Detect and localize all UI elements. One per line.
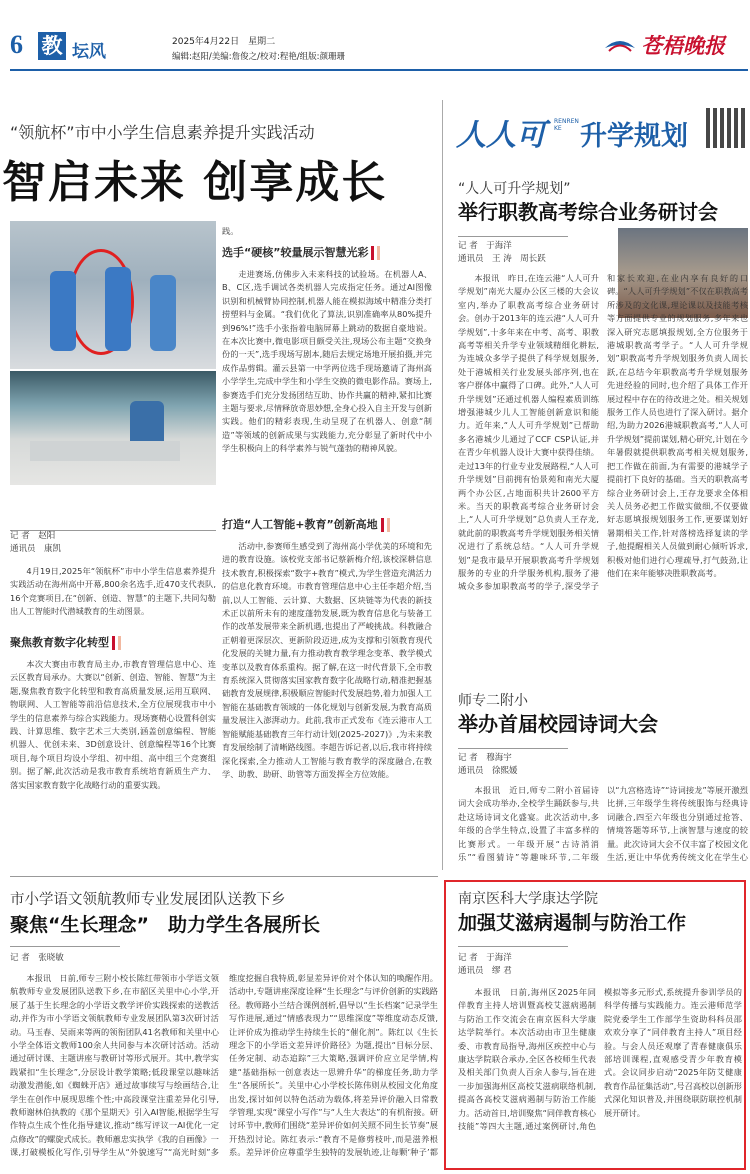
date-line: 2025年4月22日 星期二	[172, 37, 276, 47]
bottom-rule	[10, 876, 438, 877]
column-divider	[442, 100, 443, 870]
article1-subhead-2: 选手“硬核”较量展示智慧光彩	[222, 244, 432, 260]
article3-body: 本报讯 近日,师专二附小首届诗词大会成功举办,全校学生踊跃参与,共赴这场诗词文化盛宴。此次活动中,多年级的合学生特点,设置了丰富多样的比赛形式。一年级开展“古诗消消乐”“看图猜诗”等趣味环节,二年级以“九宫格选诗”“诗词接龙”等展开激烈比拼,三年级学生将传统服饰与经典诗词融合,四至六年级也分别通过抢答、情境答题等环节,上演智慧与速度的较量。此次诗词大会不仅丰富了校园文化生活,更让中华优秀传统文化在学生心	[458, 785, 748, 863]
article2-kicker: “人人可升学规划”	[458, 181, 571, 197]
article4-headline: 聚焦“生长理念” 助力学生各展所长	[10, 914, 320, 936]
article2-byline-reporter: 记 者 于海洋	[458, 241, 512, 251]
ad-brand: 人人可	[456, 118, 546, 153]
article3-kicker: 师专二附小	[458, 693, 528, 709]
editors-line: 编辑:赵阳/美编:詹俊之/校对:程艳/组版:颜珊珊	[172, 52, 346, 62]
article4-byline-reporter: 记 者 张晓敏	[10, 953, 64, 963]
article2-byline-correspondent: 通讯员 王 涛 周长跃	[458, 254, 546, 264]
article1-lede: 4月19日,2025年“领航杯”市中小学生信息素养提升实践活动在海州高中开幕,800余名选手,近470支代表队,16个竞赛项目,在“创新、创造、智慧”的主题下,共同勾勒出人工智能时代潜城教育的生动图景。	[10, 566, 216, 617]
article1-subhead-3: 打造“人工智能+教育”创新高地	[222, 516, 432, 532]
article1-body-2: 走进赛场,仿佛步入未来科技的试验场。在机器人A、B、C区,选手调试各类机器人完成指定任务。通过AI图像识别和机械臂协同控制,机器人能在模拟海域中精准分类打捞塑料与金属。“我们优化了算法,识别准确率从80%提升到96%!”选手小张指着电脑屏幕上跳动的数据自豪地说。在本次比赛中,微电影项目颇受关注,现场公布主题“交换身份的一天”,选手现场写剧本,随后去规定场地开展拍摄,并完成作品剪辑。灌云县第一中学两位选手现场邀请了海州高小学学生,完成中学生和小学生交换的微电影作品。赛场上,参赛选手们充分发扬团结互助、协作共赢的精神,紧扣比赛主题与要求,尽情释放奇思妙想,全身心投入自主开发与创新实践。他们的精彩表现,生动呈现了在机器人、创意“制造”等领域的创新成果与实践能力,充分彰显了新时代中小学生积极向上的科学素养与锐气蓬勃的精神风貌。	[222, 269, 432, 454]
article4-byline-rule	[10, 946, 120, 947]
robot-photo	[10, 221, 216, 369]
paper-logo-icon	[603, 32, 637, 54]
ad-title: 升学规划	[580, 121, 688, 152]
article1-byline-correspondent: 通讯员 康凯	[10, 544, 62, 554]
paper-name: 苍梧晚报	[641, 33, 725, 58]
article1-headline: 智启未来 创享成长	[2, 157, 388, 208]
ad-banner	[456, 104, 748, 158]
masthead	[0, 0, 750, 68]
section-char: 教	[41, 34, 63, 58]
continue-text: 践。	[222, 226, 239, 236]
article1-kicker: “领航杯”市中小学生信息素养提升实践活动	[10, 123, 315, 142]
ad-qr-code	[706, 108, 746, 148]
article5-headline: 加强艾滋病遏制与防治工作	[458, 912, 687, 934]
article3-byline-correspondent: 通讯员 徐熙媛	[458, 766, 518, 776]
competition-photo	[10, 371, 216, 485]
article1-subhead-1: 聚焦教育数字化转型	[10, 634, 216, 650]
article5-body: 本报讯 日前,海州区2025年同伴教育主持人培训暨高校艾滋病遏制与防治工作交流会在南京医科大学康达学院举行。本次活动由市卫生健康委、市教育局指导,海州区疾控中心与康达学院联合承办,全区各校师生代表及相关部门负责人百余人参与,旨在进一步加强海州区高校艾滋病联络机制,提高各高校艾滋病遏制与防治工作能力。活动首日,培训聚焦“同伴教育核心技能”等四大主题,通过案例研讨,角色模拟等多元形式,系统提升参训学员的科学传播与实践能力。连云港师范学院党委学生工作部学生资助科科员邵欢欢分享了“同伴教育主持人”项目经验。与会人员还观摩了青春健康俱乐部培训课程,直观感受青少年教育模式。会议同步启动“2025年防艾健康教育作品征集活动”,号召高校以创新形式深化知识普及,并围绕联防联控机制展开研讨。	[458, 987, 742, 1132]
article3-byline-rule	[458, 748, 568, 749]
article5-byline-rule	[458, 946, 568, 947]
article2-byline-rule	[458, 236, 568, 237]
section-char-box	[38, 32, 66, 60]
section-sub: 坛风	[72, 42, 106, 62]
ad-brand-en: RENREN KE	[554, 118, 579, 132]
article4-kicker: 市小学语文领航教师专业发展团队送教下乡	[10, 892, 286, 908]
page-number: 6	[10, 30, 23, 59]
article1-body-1: 本次大赛由市教育局主办,市教育管理信息中心、连云区教育局承办。大赛以“创新、创造、智能、智慧”为主题,聚焦教育数字化转型和教育高质量发展,运用互联网、物联网、人工智能等前沿信息技术,全方位展现我市中小学生的信息素养与综合实践能力。现场赛精心设置科创实践、计算思维、数字艺术三大类别,涵盖创意编程、智能机器人、优创未来、3D创意设计、创意编程等16个比赛项目,每个项目均设小学组、初中组、高中组三个竞赛组别。据了解,此次活动是我市教育系统培育新质生产力、落实国家教育数字化战略行动的重要实践。	[10, 659, 216, 790]
article4-body: 本报讯 日前,师专三附小校长陈红带领市小学语文领航教师专业发展团队送教下乡,在市韶区关里中心小学,开展了基于生长理念的小学语文教学评价实践探索的送教活动,并作为市小学语文领航教师专业发展团队第3次研讨活动。马玉春、吴雨来等两的领衔团队41名教师和关里中心小学全体语文教师100余人共同参与本次研讨活动。活动通过研讨课、主题讲座与教研讨等形式展开。其中,教学实践紧扣“生长理念”,分层设计教学策略;低段课堂以趣味活动激发潜能,如《蜘蛛开店》通过故事续写与绘画结合,让学生在创作中展现思维个性;中高段课堂注重差异化引导,教师谢林伯执教的《那个星期天》引入AI智能,根据学生写作特点生成个性化指导建议,推动“练写评议一AI优化一定点修改”的螺旋式成长。教师蕙忠实执学《我的自画像》一课,打破模板化写作,引导学生从“外貌速写”“高光时刻”多维度挖掘自我特质,彰显差异评价对个体认知的唤醒作用。活动中,专题讲座深度诠释“生长理念”与评价创新的实践路径。教师路小兰结合课例剖析,倡导以“生长档案”记录学生写作进展,通过“情感表现力”“思维深度”等维度动态反馈,让评价成为推动学生持续生长的“催化剂”。陈红以《生长理念下的小学语文差异评价路径》为题,提出“目标分层、任务定制、动态追踪”三大策略,强调评价应立足学情,构建“基础指标一创意表达一思辨升华”的梯度任务,助力学生“各展所长”。关里中心小学校长陈伟则从校园文化角度出发,探讨如何以特色活动为载体,将差异评价融入日常教学管理,实现“课堂小写作”与“人生大表达”的有机衔接。研讨环节中,教师们围绕“差异评价如何关照不同生长节奏”展开热烈讨论。陈红表示:“教育不是修剪枝叶,而是滋养根系。差异评价应尊重学生独特的发展轨迹,让每颗‘种子’都	[10, 973, 438, 1158]
article3-headline: 举办首届校园诗词大会	[458, 712, 658, 736]
article5-kicker: 南京医科大学康达学院	[458, 891, 598, 907]
article1-byline-reporter: 记 者 赵阳	[10, 531, 56, 541]
article2-body: 本报讯 昨日,在连云港“人人可升学规划”南光大厦办公区三楼的大会议室内,举办了职教高考综合业务研讨会。创办于2013年的连云港“人人可升学规划”,十多年来在中考、高考、职教高考等相关升学专业领域精细化耕耘,为连城众多学子提供了科学规划服务,处于港城相关行业发展头部序列,也在客户群体中赢得了口碑。此外,“人人可升学规划”还通过机器人编程素质训练增强港城少儿人工智能创新意识和能力。近年来,“人人可升学规划”已帮助多名港城少儿通过了CCF CSP认证,并在青少年机器人设计大赛中获得佳绩。走过13年的行业专业发展路程,“人人可升学规划”目前拥有怡景苑和南光大厦两个办公区,占地面积共计2600平方米。当天的职教高考综合业务研讨会上,“人人可升学规划”总负责人王存龙,就此前的职教高考升学规划服务相关情况进行了系统总结。“人人可升学规划”是我市最早开展职教高考升学规划服务的专业的升学服务机构,服务了港城众多参加职教高考的学子,深受学子和家长欢迎,在业内享有良好的口碑。“人人可升学规划”不仅在职教高考所涉及的文化课,理论课以及技能考核等方面提供专业的规划服务,多年来也深入研究志愿填报规划,全方位服务于港城职教高考学子。“人人可升学规划”职教高考升学规划服务负责人周长跃,在总结今年职教高考升学规划服务先进经验的同时,也介绍了具体工作开展过程中存在的待改进之处。相关规划服务工作人员也进行了深入研讨。据介绍,为助力2026港城职教高考,“人人可升学规划”提前谋划,精心研究,计划在今年暑假就提供职教高考相关规划服务,把工作做在前面,为有需要的港城学子提前打下良好的基础。当天的职教高考综合业务研讨会上,王存龙要求全体相关人员务必把工作做实做细,不仅要做好志愿填报规划服务工作,更要谋划好暑期相关工作,针对落榜选择复读的学子,他提醒相关人员做到耐心倾听诉求,积极对他们进行心理疏导,打气鼓劲,让他们在来年能够决胜职教高考。	[458, 273, 748, 592]
article2-headline: 举行职教高考综合业务研讨会	[458, 200, 718, 224]
article5-byline-reporter: 记 者 于海洋	[458, 953, 512, 963]
header-rule	[10, 69, 748, 71]
paper-logo	[603, 32, 725, 58]
article1-body-3: 活动中,参赛师生感受到了海州高小学优美的环境和先进的教育设施。该校党支部书记蔡新梅介绍,该校深耕信息技术教育,积极探索“数字+教育”模式,为学生营造充满活力的信息化教育环境。市教育管理信息中心主任李超介绍,当前,以人工智能、云计算、大数据、区块链等为代表的新技术正以前所未有的速度蓬勃发展,既为教育信息化与装备工作的改革发展带来全新机遇,也提出了严峻挑战。科教融合正朝着更深层次、更新阶段迈进,成为支撑和引领教育现代化发展的关键力量,有力推动教育教学理念变革、教学模式变革以及教育体系重构。据了解,在这一时代背景下,全市教育系统深入贯彻落实国家教育数字化战略行动,精准把握基础教育发展规律,积极顺应智能时代发展趋势,着力加强人工智能在基础教育领域的一体化规划与创新发展,为教育高质量发展注入澎湃动力。此前,我市正式发布《连云港市人工智能赋能基础教育三年行动计划(2025-2027)》,为未来教育发展绘制了清晰路线图。李超告诉记者,以后,我市将持续深化探索,全力推动人工智能与教育教学的深度融合,在教学、助教、助研、助管等方面发挥全方位效能。	[222, 541, 432, 779]
article5-byline-correspondent: 通讯员 缪 君	[458, 966, 512, 976]
article3-byline-reporter: 记 者 穆海宇	[458, 753, 512, 763]
